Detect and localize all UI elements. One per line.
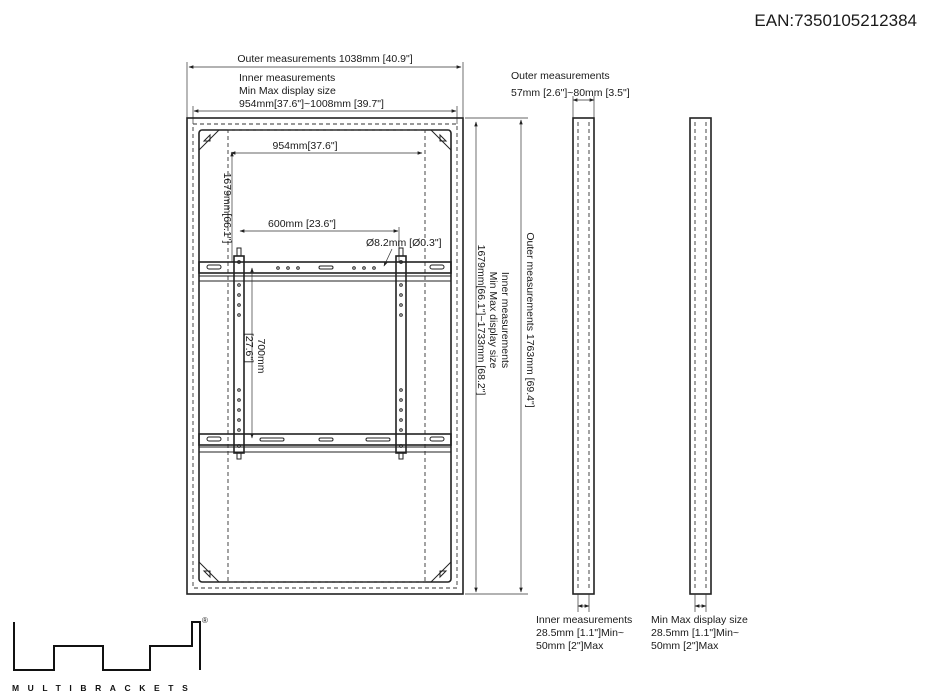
side1-profile [573, 118, 594, 594]
inner-height-label: 1679mm[66.1"] [221, 172, 233, 244]
vesa-width-label: 600mm [23.6"] [268, 218, 336, 230]
side1-bottom-line1: 28.5mm [1.1"]Min~ [536, 627, 625, 639]
outer-width-label: Outer measurements 1038mm [40.9"] [237, 53, 413, 65]
side2-profile [690, 118, 711, 594]
side-view-2 [651, 118, 748, 652]
inner-subtitle: Min Max display size [239, 85, 336, 97]
hole-diameter-label: Ø8.2mm [Ø0.3"] [366, 237, 442, 249]
side2-bottom-line2: 50mm [2"]Max [651, 640, 719, 652]
top-rail [199, 262, 451, 281]
side-inner-subtitle: Min Max display size [487, 271, 499, 369]
side2-bottom-line1: 28.5mm [1.1"]Min~ [651, 627, 740, 639]
corner-brackets [199, 130, 451, 582]
logo-registered: ® [202, 616, 208, 625]
side-inner-range: 1679mm[66.1"]~1733mm [68.2"] [475, 244, 487, 396]
front-view [187, 53, 536, 594]
outer-height-label: Outer measurements 1763mm [69.4"] [524, 232, 536, 408]
side2-bottom-title: Min Max display size [651, 614, 748, 626]
logo-mark [14, 622, 200, 670]
vesa-height-mm: 700mm [255, 338, 267, 374]
inner-frame [199, 130, 451, 582]
side-inner-title: Inner measurements [499, 271, 511, 369]
side1-bottom-title: Inner measurements [536, 614, 633, 626]
multibrackets-logo [12, 616, 208, 693]
inner-width-range: 954mm[37.6"]~1008mm [39.7"] [239, 98, 384, 110]
inner-width-label: 954mm[37.6"] [272, 140, 338, 152]
ean-code: EAN:7350105212384 [754, 11, 917, 30]
logo-wordmark: MULTIBRACKETS [12, 683, 197, 693]
left-arm [234, 248, 244, 459]
side1-top-depth: 57mm [2.6"]~80mm [3.5"] [511, 87, 630, 99]
right-arm [396, 248, 406, 459]
vesa-height-in: [27.6"] [243, 333, 255, 363]
side1-bottom-line2: 50mm [2"]Max [536, 640, 604, 652]
side1-top-title: Outer measurements [511, 70, 610, 82]
bottom-rail [199, 434, 451, 452]
inner-title: Inner measurements [239, 72, 336, 84]
hole-leader [384, 249, 392, 266]
